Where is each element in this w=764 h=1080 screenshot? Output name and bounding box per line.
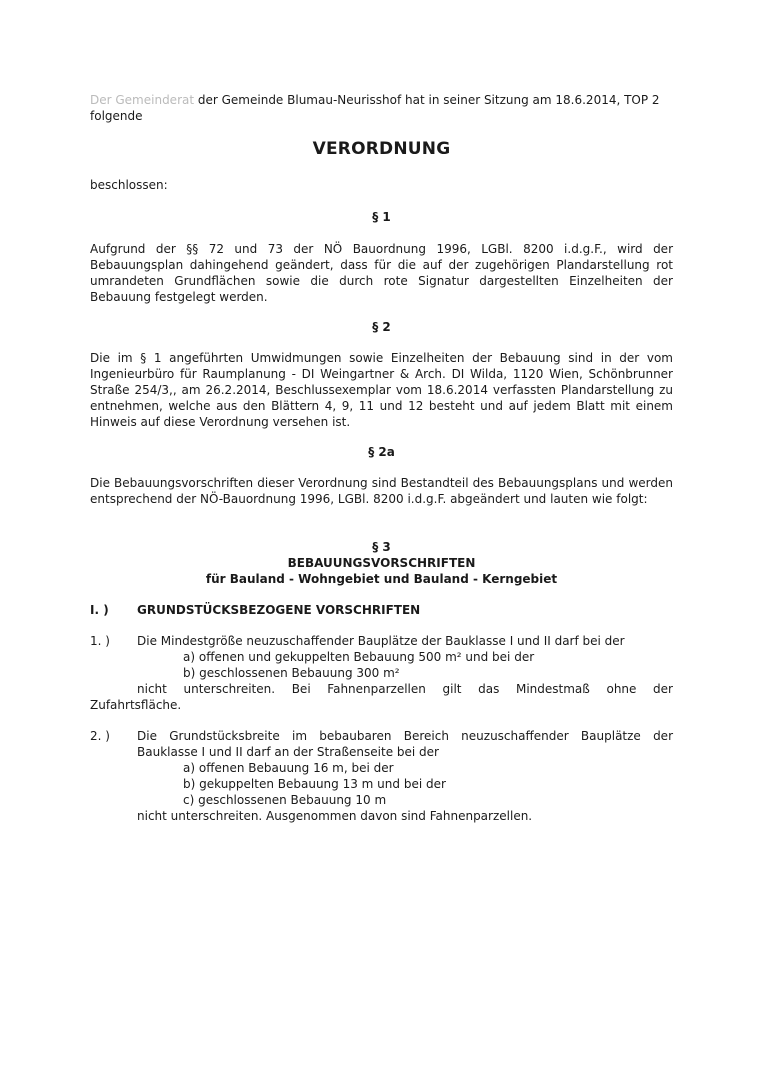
item-1-intro: Die Mindestgröße neuzuschaffender Bauplätze der Bauklasse I und II darf bei der xyxy=(137,634,625,648)
council-stamp: Der Gemeinderat xyxy=(90,93,195,107)
intro-line-2: folgende xyxy=(90,109,143,123)
section-2-heading: § 2 xyxy=(372,320,391,334)
item-1-outro-2: Zufahrtsfläche. xyxy=(90,698,182,712)
section-3-title: BEBAUUNGSVORSCHRIFTEN xyxy=(287,556,476,570)
item-1-number: 1. ) xyxy=(90,634,110,648)
section-2-text: Die im § 1 angeführten Umwidmungen sowie Einzelheiten der Bebauung sind in der vom Ingenieurbüro für Raumplanung - DI Weingartner & Arch. DI Wilda, 1120 Wien, Schönbrunner Straße 254/3,, am 26.2.2014, Beschlussexemplar vom 18.6.2014 verfassten Plandarstellung zu entnehmen, welche aus den Blättern 4, 9, 11 und 12 besteht und auf jedem Blatt mit einem Hinweis auf diese Verordnung versehen ist. xyxy=(90,351,673,429)
section-1-text: Aufgrund der §§ 72 und 73 der NÖ Bauordnung 1996, LGBl. 8200 i.d.g.F., wird der Bebauungsplan dahingehend geändert, dass für die auf der zugehörigen Plandarstellung rot umrandeten Grundflächen sowie die durch rote Signatur dargestellten Einzelheiten der Bebauung festgelegt werden. xyxy=(90,242,673,304)
item-1-sub-b: b) geschlossenen Bebauung 300 m² xyxy=(183,666,400,680)
item-2-number: 2. ) xyxy=(90,729,110,743)
adopted-text: beschlossen: xyxy=(90,178,168,192)
intro-text: der Gemeinde Blumau-Neurisshof hat in seiner Sitzung am 18.6.2014, TOP 2 xyxy=(194,93,660,107)
item-2-sub-a: a) offenen Bebauung 16 m, bei der xyxy=(183,761,394,775)
part-1-title: GRUNDSTÜCKSBEZOGENE VORSCHRIFTEN xyxy=(137,603,421,617)
section-3-heading: § 3 xyxy=(372,540,391,554)
section-2a-text: Die Bebauungsvorschriften dieser Verordnung sind Bestandteil des Bebauungsplans und werden entsprechend der NÖ-Bauordnung 1996, LGBl. 8200 i.d.g.F. abgeändert und lauten wie folgt: xyxy=(90,476,673,506)
item-2-outro: nicht unterschreiten. Ausgenommen davon sind Fahnenparzellen. xyxy=(137,809,533,823)
section-2a-heading: § 2a xyxy=(368,445,395,459)
item-2-sub-c: c) geschlossenen Bebauung 10 m xyxy=(183,793,387,807)
section-1-heading: § 1 xyxy=(372,210,391,224)
item-2-intro: Die Grundstücksbreite im bebaubaren Bereich neuzuschaffender Bauplätze der xyxy=(137,729,673,743)
section-3-subtitle: für Bauland - Wohngebiet und Bauland - Kerngebiet xyxy=(205,572,558,586)
document-title: VERORDNUNG xyxy=(312,139,451,159)
intro-line-1 xyxy=(90,92,673,108)
part-1-number: I. ) xyxy=(90,603,109,617)
item-2-sub-b: b) gekuppelten Bebauung 13 m und bei der xyxy=(183,777,446,791)
item-1-outro: nicht unterschreiten. Bei Fahnenparzellen gilt das Mindestmaß ohne der xyxy=(137,682,673,696)
item-1-sub-a: a) offenen und gekuppelten Bebauung 500 m² und bei der xyxy=(183,650,535,664)
item-2-intro-2: Bauklasse I und II darf an der Straßenseite bei der xyxy=(137,745,439,759)
